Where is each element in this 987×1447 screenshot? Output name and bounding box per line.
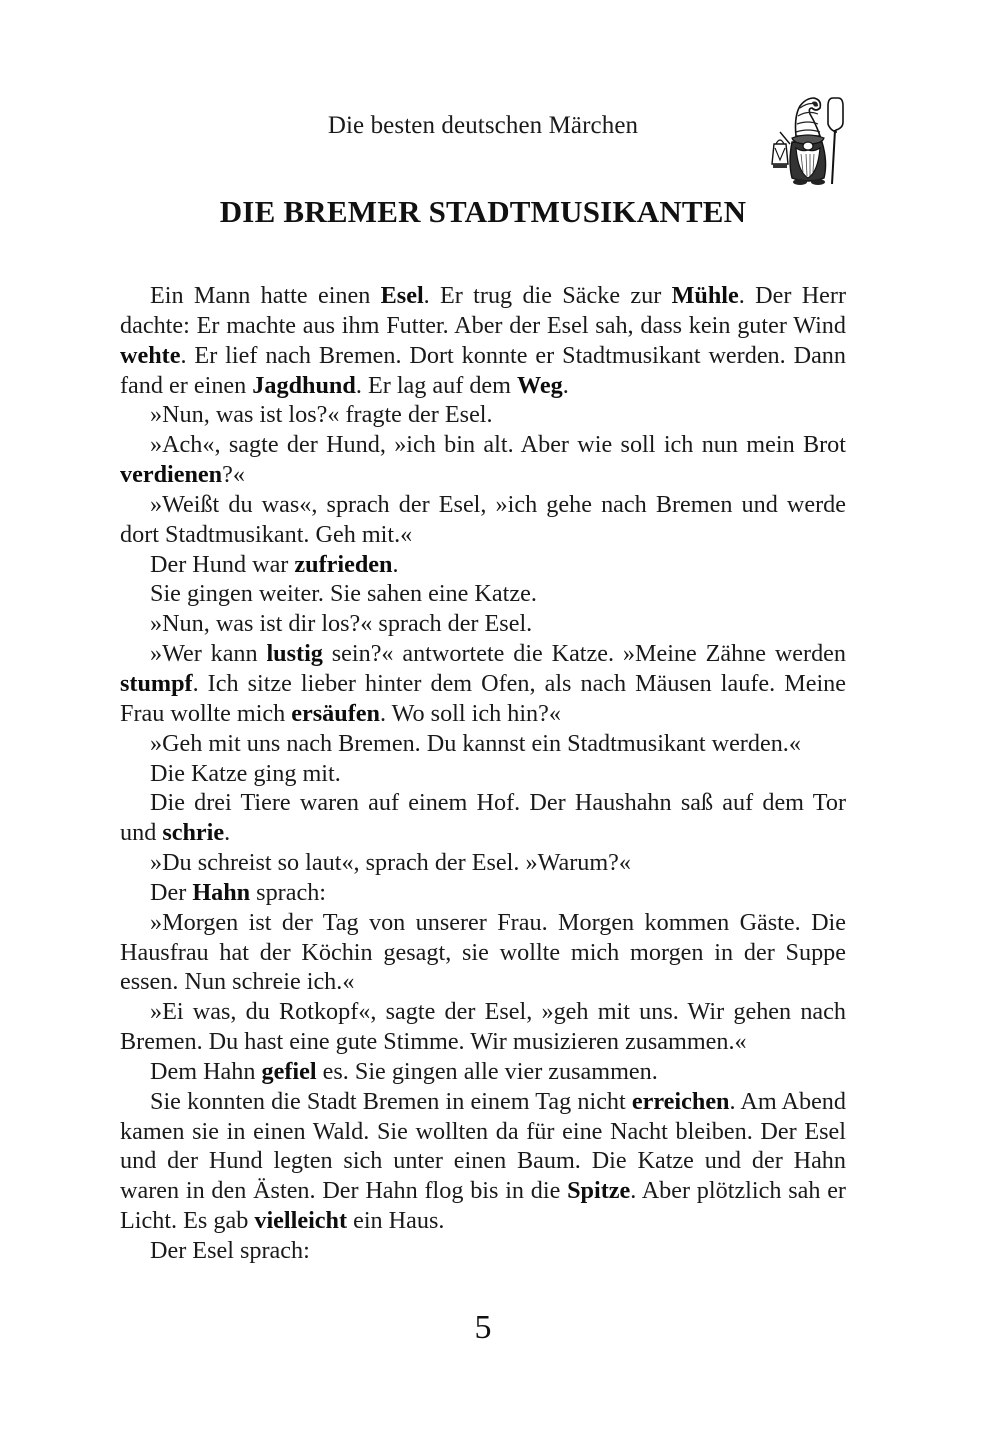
story-body: [120, 281, 846, 1266]
paragraph-text: .: [392, 550, 399, 578]
paragraph-text: sprach:: [250, 878, 327, 906]
story-paragraph: [120, 400, 846, 430]
paragraph-text: Sie konnten die Stadt Bremen in einem Tag nicht: [150, 1087, 632, 1115]
vocabulary-word: vielleicht: [254, 1207, 348, 1235]
vocabulary-word: zufrieden: [294, 550, 393, 578]
paragraph-text: »Ei was, du Rotkopf«, sagte der Esel, »geh mit uns. Wir gehen nach Bremen. Du hast eine gute Stimme. Wir musizieren zusammen.«: [120, 998, 846, 1056]
paragraph-text: . Ich sitze lieber hinter dem Ofen, als nach Mäusen laufe. Meine Frau wollte mich: [120, 669, 846, 727]
paragraph-text: »Nun, was ist los?« fragte der Esel.: [150, 401, 493, 429]
paragraph-text: .: [224, 819, 231, 847]
paragraph-text: Die Katze ging mit.: [150, 759, 341, 787]
paragraph-text: »Geh mit uns nach Bremen. Du kannst ein Stadtmusikant werden.«: [150, 729, 801, 757]
paragraph-text: Ein Mann hatte einen: [150, 282, 381, 309]
story-paragraph: [120, 759, 846, 789]
paragraph-text: ein Haus.: [347, 1207, 445, 1235]
vocabulary-word: gefiel: [261, 1057, 317, 1085]
paragraph-text: . Aber plötzlich sah er Licht. Es gab: [120, 1177, 846, 1235]
paragraph-text: »Weißt du was«, sprach der Esel, »ich gehe nach Bremen und werde dort Stadtmusikant. Geh mit.«: [120, 490, 846, 548]
paragraph-text: »Morgen ist der Tag von unserer Frau. Morgen kommen Gäste. Die Hausfrau hat der Köchin gesagt, sie wollte mich morgen in der Suppe essen. Nun schreie ich.«: [120, 908, 846, 996]
vocabulary-word: stumpf: [120, 669, 193, 697]
page-number: 5: [474, 1309, 492, 1346]
story-paragraph: [120, 639, 846, 729]
paragraph-text: Die drei Tiere waren auf einem Hof. Der Haushahn saß auf dem Tor und: [120, 789, 846, 847]
running-head: Die besten deutschen Märchen: [327, 112, 639, 139]
story-paragraph: [120, 1057, 846, 1087]
paragraph-text: Der: [150, 878, 193, 906]
vocabulary-word: ersäufen: [291, 699, 380, 727]
paragraph-text: »Du schreist so laut«, sprach der Esel. »Warum?«: [150, 849, 631, 877]
paragraph-text: ?«: [222, 461, 245, 489]
story-paragraph: [120, 490, 846, 550]
paragraph-text: Sie gingen weiter. Sie sahen eine Katze.: [150, 580, 537, 608]
vocabulary-word: Hahn: [192, 878, 251, 906]
vocabulary-word: Mühle: [671, 282, 739, 309]
vocabulary-word: erreichen: [631, 1087, 730, 1115]
paragraph-text: Der Hund war: [150, 550, 295, 578]
paragraph-text: Der Esel sprach:: [150, 1237, 310, 1264]
vocabulary-word: wehte: [120, 341, 181, 369]
paragraph-text: Dem Hahn: [150, 1057, 262, 1085]
story-paragraph: [120, 550, 846, 580]
gnome-illustration-icon: [768, 92, 848, 188]
story-paragraph: [120, 281, 846, 400]
paragraph-text: . Wo soll ich hin?«: [379, 699, 561, 727]
paragraph-text: .: [562, 371, 569, 399]
paragraph-text: . Am Abend kamen sie in einen Wald. Sie wollten da für eine Nacht bleiben. Der Esel und der Hund legten sich unter einen Baum. Die Katze und der Hahn waren in den Ästen. Der Hahn flog bis in die: [120, 1087, 846, 1205]
story-paragraph: [120, 997, 846, 1057]
paragraph-text: »Wer kann: [150, 640, 267, 668]
story-paragraph: [120, 430, 846, 490]
vocabulary-word: verdienen: [120, 461, 223, 489]
story-paragraph: [120, 729, 846, 759]
story-paragraph: [120, 788, 846, 848]
vocabulary-word: Esel: [380, 282, 424, 309]
paragraph-text: »Ach«, sagte der Hund, »ich bin alt. Aber wie soll ich nun mein Brot: [150, 431, 846, 459]
vocabulary-word: Spitze: [567, 1177, 631, 1205]
story-paragraph: [120, 878, 846, 908]
paragraph-text: sein?« antwortete die Katze. »Meine Zähne werden: [322, 640, 846, 668]
vocabulary-word: Weg: [517, 371, 563, 399]
vocabulary-word: schrie: [162, 819, 225, 847]
story-paragraph: [120, 848, 846, 878]
story-paragraph: [120, 609, 846, 639]
story-paragraph: [120, 1236, 846, 1266]
paragraph-text: . Der Herr dachte: Er machte aus ihm Futter. Aber der Esel sah, dass kein guter Wind: [120, 282, 847, 339]
vocabulary-word: Jagdhund: [252, 371, 356, 399]
paragraph-text: . Er lief nach Bremen. Dort konnte er Stadtmusikant werden. Dann fand er einen: [120, 341, 846, 399]
story-paragraph: [120, 579, 846, 609]
story-paragraph: [120, 1087, 846, 1236]
vocabulary-word: lustig: [266, 640, 323, 668]
paragraph-text: »Nun, was ist dir los?« sprach der Esel.: [150, 610, 533, 638]
story-paragraph: [120, 908, 846, 998]
paragraph-text: . Er lag auf dem: [355, 371, 518, 399]
paragraph-text: . Er trug die Säcke zur: [423, 282, 672, 309]
paragraph-text: es. Sie gingen alle vier zusammen.: [316, 1057, 658, 1085]
story-title: DIE BREMER STADTMUSIKANTEN: [219, 194, 747, 229]
